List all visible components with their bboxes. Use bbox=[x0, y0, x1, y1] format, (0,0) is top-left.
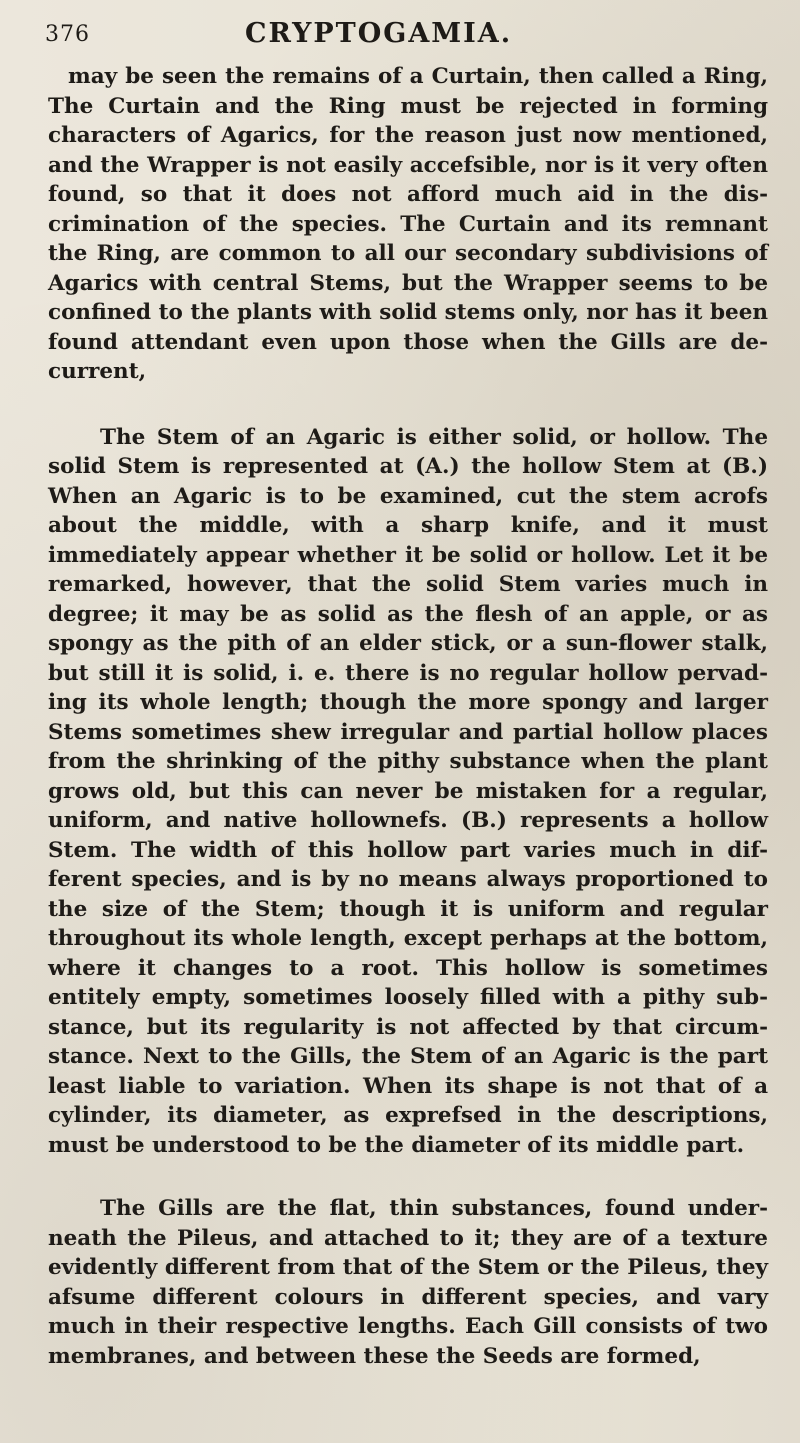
running-title: CRYPTOGAMIA. bbox=[245, 18, 513, 49]
page-number: 376 bbox=[45, 22, 90, 47]
paragraph-curtain-ring: may be seen the remains of a Curtain, then called a Ring, The Curtain and the Ring must be rejected in forming characters of Agarics, for the reason just now mentioned, and the Wrapper is not easily accefsible, nor is it very often found, so that it does not afford much aid in the dis- crimination of the species. The Curtain and its remnant the Ring, are common to all our secondary subdivisions of Agarics with central Stems, but the Wrapper seems to be confined to the plants with solid stems only, nor has it been found attendant even upon those when the Gills are de- current, bbox=[48, 64, 768, 384]
body-text bbox=[48, 62, 768, 1371]
paragraph-gills: The Gills are the flat, thin substances, found under- neath the Pileus, and attached to it; they are of a texture evidently different from that of the Stem or the Pileus, they afsume different colours in different species, and vary much in their respective lengths. Each Gill consists of two membranes, and between these the Seeds are formed, bbox=[48, 1196, 768, 1369]
running-head bbox=[45, 14, 725, 54]
paragraph-stem: The Stem of an Agaric is either solid, or hollow. The solid Stem is represented at (A.) the hollow Stem at (B.) When an Agaric is to be examined, cut the stem acrofs about the middle, with a sharp knife, and it must immediately appear whether it be solid or hollow. Let it be remarked, however, that the solid Stem varies much in degree; it may be as solid as the flesh of an apple, or as spongy as the pith of an elder stick, or a sun-flower stalk, but still it is solid, i. e. there is no regular hollow pervad- ing its whole length; though the more spongy and larger Stems sometimes shew irregular and partial hollow places from the shrinking of the pithy substance when the plant grows old, but this can never be mistaken for a regular, uniform, and native hollownefs. (B.) represents a hollow Stem. The width of this hollow part varies much in dif- ferent species, and is by no means always proportioned to the size of the Stem; though it is uniform and regular throughout its whole length, except perhaps at the bottom, where it changes to a root. This hollow is sometimes entitely empty, sometimes loosely filled with a pithy sub- stance, but its regularity is not affected by that circum- stance. Next to the Gills, the Stem of an Agaric is the part least liable to variation. When its shape is not that of a cylinder, its diameter, as exprefsed in the descriptions, must be understood to be the diameter of its middle part. bbox=[48, 424, 768, 1158]
